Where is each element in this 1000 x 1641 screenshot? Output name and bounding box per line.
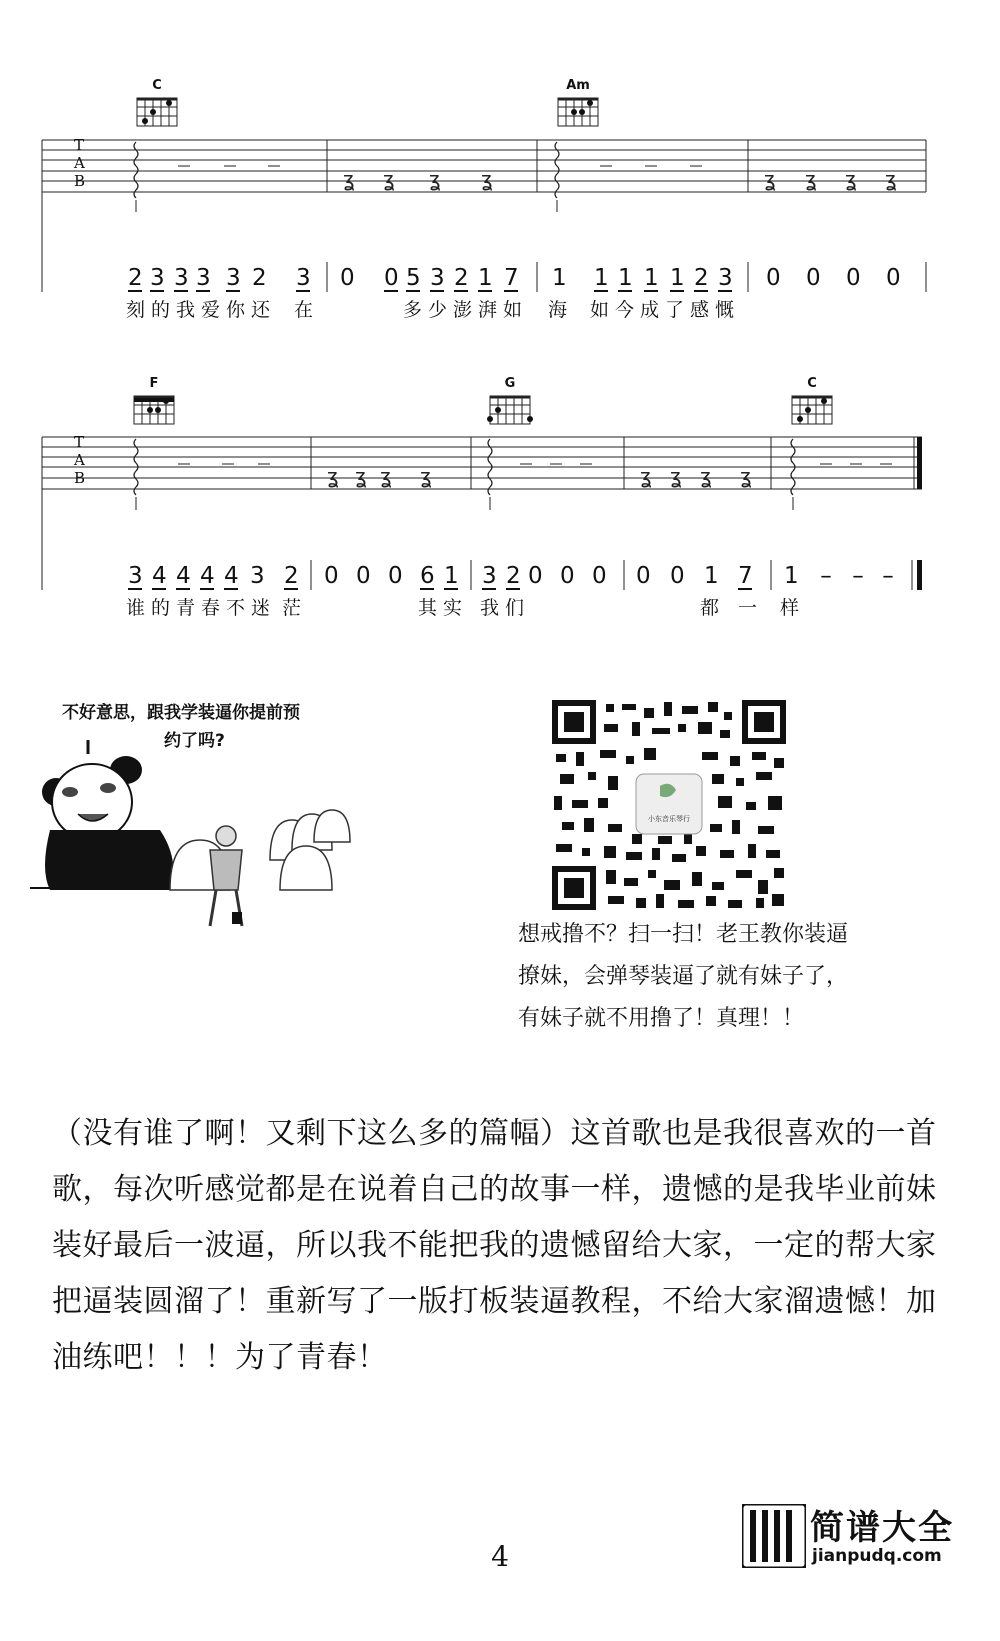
note: 4 [200,563,215,589]
qr-caption-line: 有妹子就不用撸了！真理！！ [518,1006,805,1031]
note: 3 [150,265,165,291]
note: 0 [560,563,575,589]
tab-letter: A [74,451,85,469]
svg-text:ʓ: ʓ [355,464,367,488]
lyric: 都 [700,597,726,619]
tab-letter: B [74,469,86,487]
lyric: 样 [780,597,806,619]
note: 0 [528,563,543,589]
note: 3 [482,563,497,589]
svg-text:ʓ: ʓ [845,167,857,191]
tab-letter: T [74,433,85,451]
note: 3 [718,265,733,291]
lyric: 谁的青春不迷 [126,597,277,619]
note: 1 [704,563,719,589]
note: 0 [806,265,821,291]
note: 7 [504,265,519,291]
note: – [820,563,832,589]
svg-text:ʓ: ʓ [764,167,776,191]
qr-caption-line: 想戒撸不？扫一扫！老王教你装逼 [518,922,849,947]
note: 3 [174,265,189,291]
svg-text:ʓ: ʓ [885,167,897,191]
note: 0 [324,563,339,589]
note: – [882,563,894,589]
lyric: 一 [738,597,764,619]
qr-center-label: 小东音乐琴行 [648,815,690,823]
chord-name: C [152,78,162,93]
svg-text:ʓ: ʓ [343,167,355,191]
note: 4 [152,563,167,589]
note: 0 [886,265,901,291]
note: 0 [846,265,861,291]
note: 1 [594,265,609,291]
note: 3 [128,563,143,589]
note: 5 [406,265,421,291]
note: 1 [552,265,567,291]
note: 0 [766,265,781,291]
note: 3 [250,563,265,589]
lyric: 其实 [418,597,469,619]
lyric: 我们 [480,597,531,619]
qr-code-graphic [552,700,786,910]
tab-clef [74,433,85,487]
note: 1 [618,265,633,291]
panda-meme-image [30,690,370,950]
note: – [852,563,864,589]
note: 0 [636,563,651,589]
note: 6 [420,563,435,589]
tab-letter: T [74,136,85,154]
chord-name: F [149,376,159,391]
meme-caption-line1: 不好意思，跟我学装逼你提前预 [62,703,300,723]
svg-text:ʓ: ʓ [383,167,395,191]
note: 0 [388,563,403,589]
note: 2 [694,265,709,291]
svg-text:ʓ: ʓ [420,464,432,488]
lyric: 海 [548,299,574,321]
note: 2 [284,563,299,589]
chord-name: Am [566,78,590,93]
body-paragraph: （没有谁了啊！又剩下这么多的篇幅）这首歌也是我很喜欢的一首歌，每次听感觉都是在说着自己的故事一样，遗憾的是我毕业前妹装好最后一波逼，所以我不能把我的遗憾留给大家，一定的帮大家把逼装圆溜了！重新写了一版打板装逼教程，不给大家溜遗憾！加油练吧！！！为了青春！ [52,1116,937,1375]
lyric: 在 [294,299,320,321]
svg-text:ʓ: ʓ [481,167,493,191]
meme-caption-line2: 约了吗? [164,731,225,751]
tab-letter: A [74,154,85,172]
note: 1 [644,265,659,291]
note: 1 [478,265,493,291]
note: 4 [176,563,191,589]
svg-text:ʓ: ʓ [429,167,441,191]
svg-text:ʓ: ʓ [700,464,712,488]
panda-drawing [30,690,370,950]
svg-text:ʓ: ʓ [327,464,339,488]
note: 3 [196,265,211,291]
lyric: 多少澎湃如 [403,299,529,321]
note: 4 [224,563,239,589]
lyric: 茫 [282,597,308,619]
svg-text:ʓ: ʓ [805,167,817,191]
svg-text:ʓ: ʓ [640,464,652,488]
page-number: 4 [491,1540,509,1573]
svg-text:ʓ: ʓ [380,464,392,488]
note: 3 [226,265,241,291]
note: 2 [128,265,143,291]
svg-text:ʓ: ʓ [670,464,682,488]
lyric: 如今成了感慨 [590,299,741,321]
note: 7 [738,563,753,589]
chord-name: C [807,376,817,391]
note: 2 [252,265,267,291]
qr-code[interactable] [552,700,786,910]
brand-name: 简谱大全 [810,1508,954,1548]
note: 3 [296,265,311,291]
note: 1 [784,563,799,589]
note: 0 [356,563,371,589]
lyric: 刻的我爱你还 [126,299,277,321]
note: 3 [430,265,445,291]
note: 0 [384,265,399,291]
note: 1 [444,563,459,589]
note: 1 [670,265,685,291]
note: 2 [454,265,469,291]
chord-name: G [504,376,516,391]
note: 0 [340,265,355,291]
brand-url[interactable]: jianpudq.com [812,1546,942,1566]
note: 2 [506,563,521,589]
qr-caption-line: 撩妹，会弹琴装逼了就有妹子了， [518,964,849,989]
brand-logo [742,1500,1000,1641]
tab-letter: B [74,172,86,190]
tab-clef [74,136,85,190]
qr-caption [518,914,938,1040]
note: 0 [592,563,607,589]
svg-text:ʓ: ʓ [740,464,752,488]
note: 0 [670,563,685,589]
piano-keys-icon [742,1504,806,1568]
